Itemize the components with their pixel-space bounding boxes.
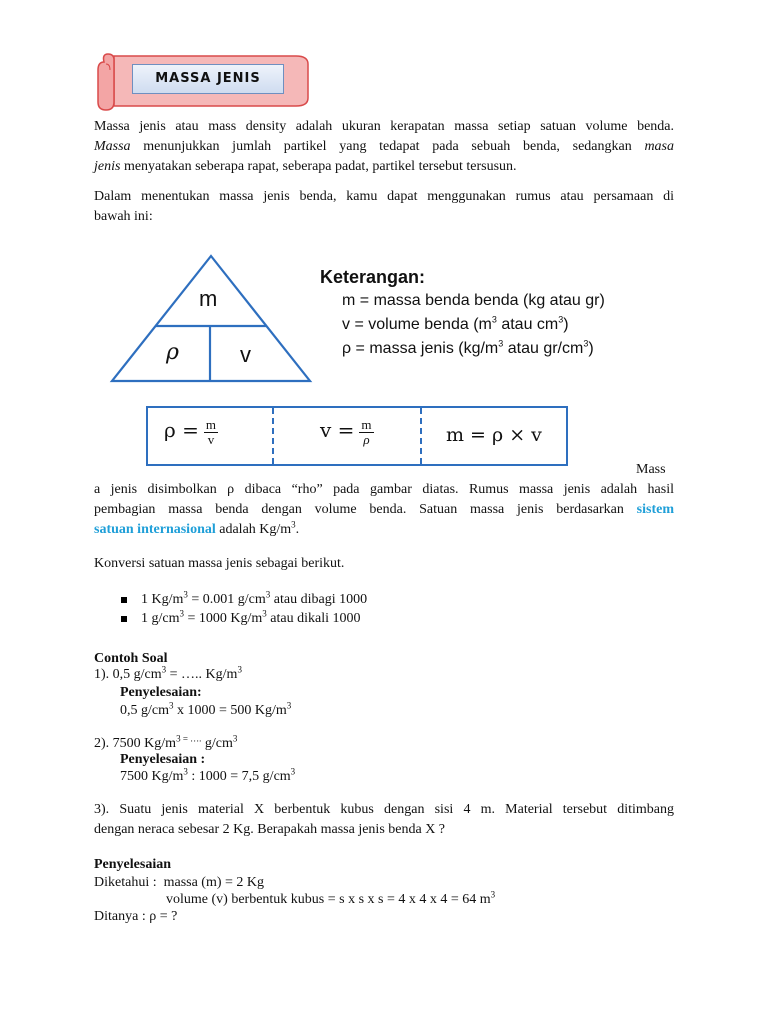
formula-divider-1 — [272, 408, 274, 464]
banner-title-box — [132, 64, 284, 94]
asked-rho: Ditanya : ρ = ? — [94, 909, 178, 924]
bullet-marker-2 — [121, 616, 127, 622]
formula-rho: ρ = $\frac{m}{v}$ — [164, 417, 216, 447]
para3-line-2: pembagian massa benda dengan volume benda. Satuan massa jenis berdasarkan sistem — [94, 502, 674, 517]
given-mass: Diketahui : massa (m) = 2 Kg — [94, 875, 265, 890]
example-1-question: 1). 0,5 $g/cm^3$ = ….. $Kg/m^3$ — [94, 664, 242, 682]
solution-heading: Penyelesaian — [94, 857, 171, 872]
triangle-m-label: m — [199, 286, 218, 311]
para3-line-3: satuan internasional adalah $Kg/m^3$. — [94, 519, 300, 537]
legend-m-line: m = massa benda benda (kg atau gr) — [342, 292, 605, 309]
mass-word-end: Mass — [636, 462, 666, 477]
example-2-question: 2). 7500 $Kg/m^{3 = \dots.}$ $g/cm^3$ — [94, 733, 238, 751]
legend-block — [320, 265, 660, 361]
legend-rho-line: ρ = massa jenis ($kg/m^3$ atau $gr/cm^3$) — [342, 338, 594, 357]
legend-v-line: v = volume benda ($m^3$ atau $cm^3$) — [342, 314, 569, 333]
example-3-line-2: dengan neraca sebesar 2 Kg. Berapakah massa jenis benda X ? — [94, 822, 446, 837]
triangle-rho-label: ρ — [166, 340, 179, 365]
para2-line-2: bawah ini: — [94, 209, 153, 224]
conversion-heading: Konversi satuan massa jenis sebagai berikut. — [94, 556, 345, 571]
formula-intro-paragraph — [94, 187, 674, 227]
intro-line-2: Massa menunjukkan jumlah partikel yang tedapat pada sebuah benda, sedangkan masa — [94, 139, 674, 154]
intro-line-3: jenis menyatakan seberapa rapat, seberapa padat, partikel tersebut tersusun. — [94, 159, 517, 174]
conversion-item-2: 1 $g/cm^3 = 1000$ $Kg/m^3$ atau dikali 1000 — [141, 608, 361, 626]
triangle-graphic — [108, 252, 314, 384]
title-banner — [96, 50, 312, 112]
intro-line-1: Massa jenis atau mass density adalah ukuran kerapatan massa setiap satuan volume benda. — [94, 119, 674, 134]
para2-line-1: Dalam menentukan massa jenis benda, kamu dapat menggunakan rumus atau persamaan di — [94, 189, 674, 204]
given-volume: volume (v) berbentuk kubus = s x s x s = 4 x 4 x 4 = 64 $m^3$ — [166, 889, 496, 907]
conversion-item-1: 1 $Kg/m^3 = 0.001$ $g/cm^3$ atau dibagi 1000 — [141, 589, 368, 607]
banner-title: MASSA JENIS — [155, 71, 261, 86]
example-1-solution: 0,5 $g/cm^3$ x 1000 = 500 $Kg/m^3$ — [120, 700, 292, 718]
bullet-marker-1 — [121, 597, 127, 603]
example-2-solution: 7500 $Kg/m^3$ : 1000 = 7,5 $g/cm^3$ — [120, 766, 296, 784]
legend-title: Keterangan: — [320, 267, 426, 287]
triangle-v-label: v — [240, 342, 251, 367]
example-2-solution-label: Penyelesaian : — [120, 752, 206, 767]
example-3-line-1: 3). Suatu jenis material X berbentuk kubus dengan sisi 4 m. Material tersebut ditimbang — [94, 802, 674, 817]
example-3-question — [94, 800, 674, 840]
density-paragraph — [94, 480, 674, 540]
si-link-part-2[interactable]: satuan internasional — [94, 522, 216, 537]
si-link-part-1[interactable]: sistem — [636, 502, 674, 517]
intro-paragraph — [94, 117, 674, 177]
example-1-solution-label: Penyelesaian: — [120, 685, 202, 700]
formula-box — [146, 406, 568, 466]
examples-heading: Contoh Soal — [94, 651, 168, 666]
formula-triangle — [108, 252, 314, 384]
formula-mass: m = ρ × v — [446, 424, 542, 446]
para3-line-1: a jenis disimbolkan ρ dibaca “rho” pada gambar diatas. Rumus massa jenis adalah hasil — [94, 482, 674, 497]
formula-volume: v = $\frac{m}{\rho}$ — [320, 417, 372, 447]
formula-divider-2 — [420, 408, 422, 464]
